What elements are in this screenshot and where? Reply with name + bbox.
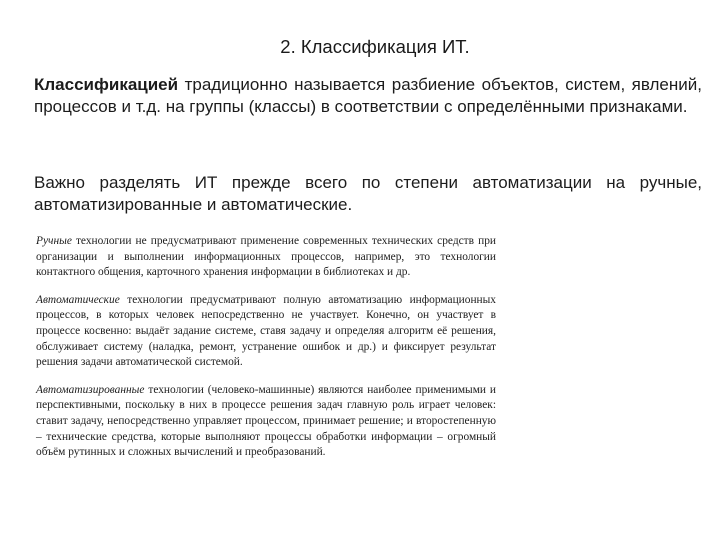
automated-paragraph (36, 383, 496, 461)
slide-title: 2. Классификация ИТ. (280, 36, 470, 57)
manual-paragraph (36, 234, 496, 281)
statement-paragraph: Важно разделять ИТ прежде всего по степени автоматизации на ручные, автоматизированные и автоматические. (34, 173, 702, 214)
automatic-term: Автоматические (36, 293, 120, 306)
intro-term: Классификацией (34, 75, 179, 94)
scanned-excerpt (36, 234, 496, 461)
intro-text: традиционно называется разбиение объектов, систем, явлений, процессов и т.д. на группы (классы) в соответствии с определёнными признаками. (34, 75, 702, 116)
automatic-text: технологии предусматривают полную автоматизацию информационных процессов, в которых человек непосредственно не участвует. Конечно, он участвует в процессе косвенно: выдаёт задание системе, ставя задачу и определяя алгоритм её решения, обслуживает систему (наладка, ремонт, устранение ошибок и др.) и фиксирует результат решения задачи автоматической системой. (36, 293, 496, 369)
automated-text: технологии (человеко-машинные) являются наиболее применимыми и перспективными, поскольку в них в процессе решения задач главную роль играет человек: ставит задачу, непосредственно управляет процессом, принимает решение; и второстепенную – технические средства, которые выполняют процессы обработки информации – огромный объём рутинных и сложных вычислений и преобразований. (36, 383, 496, 459)
manual-term: Ручные (36, 235, 72, 247)
intro-paragraph (34, 74, 702, 118)
automated-term: Автоматизированные (36, 383, 145, 396)
manual-text: технологии не предусматривают применение современных технических средств при организации и выполнении информационных процессов, например, это технологии контактного общения, карточного хранения информации в библиотеках и др. (36, 235, 496, 279)
automatic-paragraph (36, 293, 496, 371)
